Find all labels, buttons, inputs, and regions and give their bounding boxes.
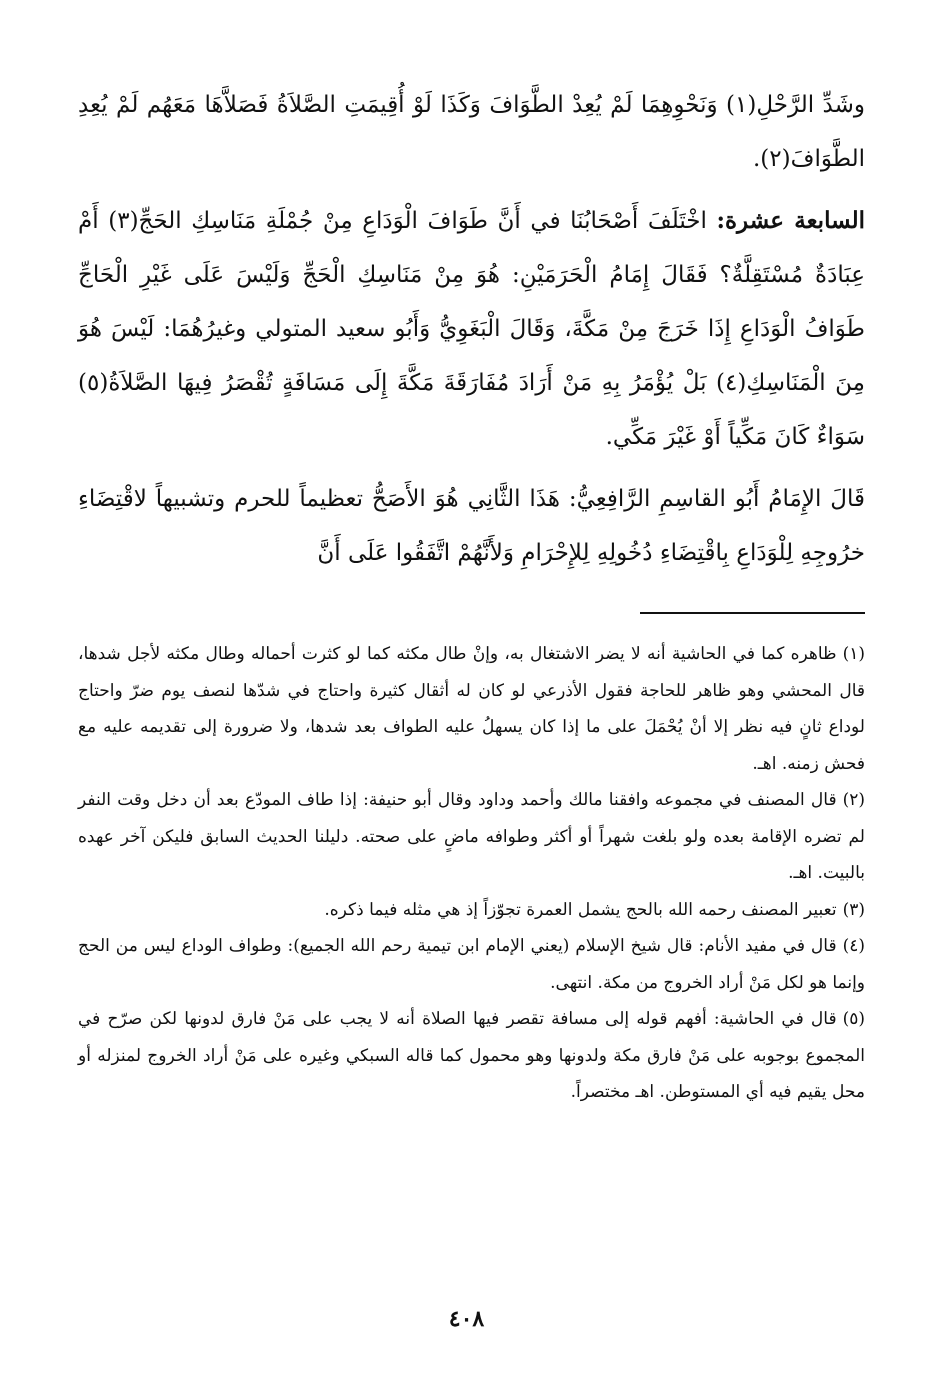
paragraph-3: قَالَ الإِمَامُ أَبُو القاسِمِ الرَّافِعِيُّ: هَذَا الثَّانِي هُوَ الأَصَحُّ تعظيماً للحرم وتشبيهاً لاقْتِضَاءِ خرُوجِهِ لِلْوَدَاعِ بِاقْتِضَاءِ دُخُولِهِ لِلإِحْرَامِ وَلأَنَّهُمْ اتَّفَقُوا عَلَى أَنَّ [78,486,865,566]
footnote-text: قال المصنف في مجموعه وافقنا مالك وأحمد وداود وقال أبو حنيفة: إذا طاف المودّع بعد أن دخل وقت النفر لم تضره الإقامة بعده ولو بلغت شهراً أو أكثر وطوافه ماضٍ على صحته. دليلنا الحديث السابق فليكن آخر عهده بالبيت. اهـ. [78,790,865,883]
footnote-divider [640,612,865,614]
footnote-3 [78,892,865,929]
footnote-text: قال في مفيد الأنام: قال شيخ الإسلام (يعني الإمام ابن تيمية رحم الله الجميع): وطواف الوداع ليس من الحج وإنما هو لكل مَنْ أراد الخروج من مكة. انتهى. [78,936,865,993]
section-heading-seventeenth: السابعة عشرة: [716,207,866,234]
paragraph-2 [78,194,865,464]
footnote-text: ظاهره كما في الحاشية أنه لا يضر الاشتغال به، وإنْ طال مكثه كما لو كثرت أحماله وطال مكثه لأجل شدها، قال المحشي وهو ظاهر للحاجة فقول الأذرعي لو كان له أثقال كثيرة واحتاج في شدّها لنصف يوم ضرّ واحتاج لوداع ثانٍ فيه نظر إلا أنْ يُحْمَلَ على ما إذا كان يسهلُ عليه الطواف بعد شدها، ولا ضرورة إلى تقديمه عليه مع فحش زمنه. اهـ. [78,644,865,774]
footnote-5 [78,1001,865,1111]
page-number: ٤٠٨ [448,1306,485,1332]
footnote-number: (٥) [842,1009,865,1029]
footnote-number: (١) [842,644,865,664]
footnote-1 [78,636,865,782]
footnote-2 [78,782,865,892]
footnote-text: تعبير المصنف رحمه الله بالحج يشمل العمرة تجوّزاً إذ هي مثله فيما ذكره. [324,899,837,920]
footnotes [78,636,865,1111]
footnote-number: (٢) [842,790,865,810]
footnote-number: (٣) [842,899,865,920]
footnote-number: (٤) [842,936,865,956]
footnote-4 [78,928,865,1001]
footnote-text: قال في الحاشية: أفهم قوله إلى مسافة تقصر فيها الصلاة أنه لا يجب على مَنْ فارق لدونها لكن صرّح في المجموع بوجوبه على مَنْ فارق مكة ولدونها وهو محمول كما قاله السبكي وغيره على مَنْ أراد الخروج لمنزله أو محل يقيم فيه أي المستوطن. اهـ مختصراً. [78,1009,865,1102]
paragraph-1: وشَدِّ الرَّحْلِ(١) وَنَحْوِهِمَا لَمْ يُعِدْ الطَّوَافَ وَكَذَا لَوْ أُقِيمَتِ الصَّلاَةُ فَصَلاَّهَا مَعَهُم لَمْ يُعِدِ الطَّوَافَ(٢). [78,92,865,172]
paragraph-2-body: اخْتَلَفَ أَصْحَابُنَا في أَنَّ طَوَافَ الْوَدَاعِ مِنْ جُمْلَةِ مَنَاسِكِ الحَجِّ(٣) أَمْ عِبَادَةٌ مُسْتَقِلَّةٌ؟ فَقَالَ إِمَامُ الْحَرَمَيْنِ: هُوَ مِنْ مَنَاسِكِ الْحَجِّ وَلَيْسَ عَلَى غَيْرِ الْحَاجِّ طَوَافُ الْوَدَاعِ إِذَا خَرَجَ مِنْ مَكَّةَ، وَقَالَ الْبَغَوِيُّ وَأَبُو سعيد المتولي وغيرُهُمَا: لَيْسَ هُوَ مِنَ الْمَنَاسِكِ(٤) بَلْ يُؤْمَرُ بِهِ مَنْ أَرَادَ مُفَارَقَةَ مَكَّةَ إِلَى مَسَافَةٍ تُقْصَرُ فِيهَا الصَّلاَةُ(٥) سَوَاءٌ كَانَ مَكِّياً أَوْ غَيْرَ مَكِّي. [78,208,865,450]
main-text [78,78,865,580]
